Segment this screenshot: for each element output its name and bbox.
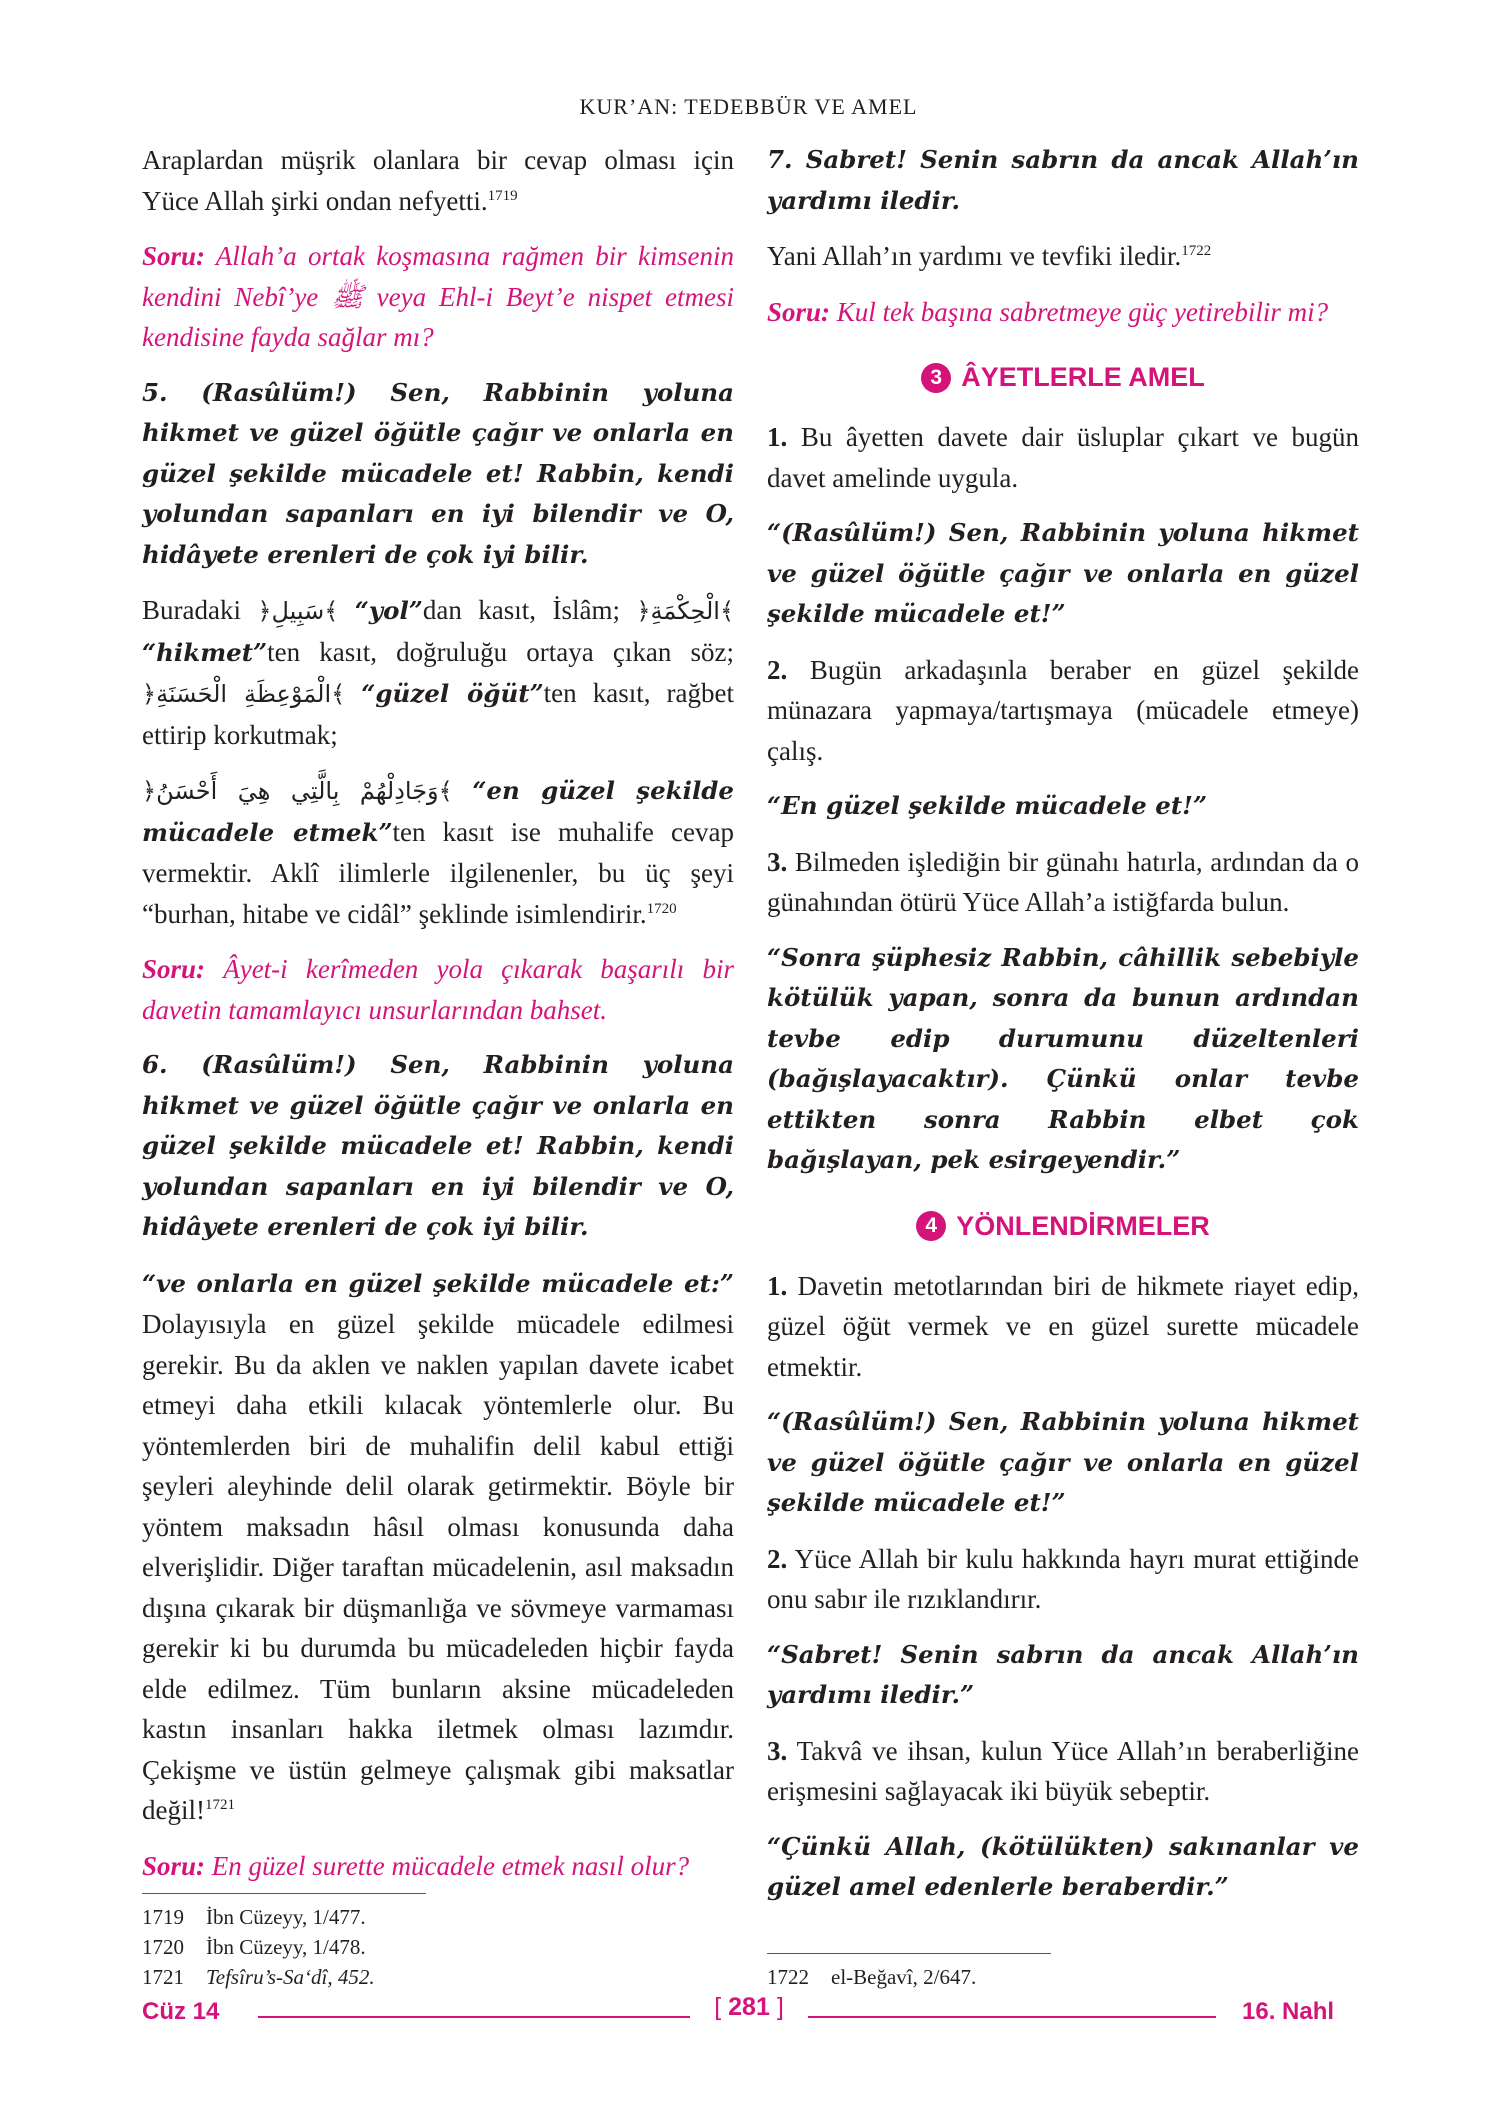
paragraph: “ve onlarla en güzel şekilde mücadele et:” Dolayısıyla en güzel şekilde mücadele edilmesi gerekir. Bu da aklen ve naklen yapılan davete icabet etmeyi daha etkili kılacak yöntemlerle olur. Bu yöntemlerden biri de muhalifin delil kabul ettiği şeyleri aleyhinde delil olarak getirmektir. Böyle bir yöntem maksadın hâsıl olması konusunda daha elverişlidir. Diğer taraftan mücadelenin, asıl maksadın dışına çıkarak bir düşmanlığa ve sövmeye varmaması gerekir ki bu durumda bu mücadeleden hiçbir fayda elde edilmez. Tüm bunların aksine mücadeleden kastın insanları hakka iletmek olması lazımdır. Çekişme ve üstün gelmeye çalışmak gibi maksatlar değil!$^{1721}$ xyxy=(142,1268,734,1825)
quoted-term: “ve onlarla en güzel şekilde mücadele et:” xyxy=(142,1268,734,1298)
right-column xyxy=(767,140,1359,1923)
footnote-ref[interactable]: 1719 xyxy=(487,187,518,204)
quoted-term: “güzel öğüt” xyxy=(361,679,544,708)
arabic-term: ﴿الْمَوْعِظَةِ الْحَسَنَةِ﴾ xyxy=(142,680,346,708)
verse-translation: 6. (Rasûlüm!) Sen, Rabbinin yoluna hikmet ve güzel öğütle çağır ve onlarla en güzel şekilde mücadele et! Rabbin, kendi yolundan sapanları en iyi bilendir ve O, hidâyete erenleri de çok iyi bilir. xyxy=(142,1050,734,1241)
paragraph: Araplardan müşrik olanlara bir cevap olması için Yüce Allah şirki ondan nefyetti.$^{1719}$ xyxy=(142,145,734,216)
footnote-ref[interactable]: 1722 xyxy=(1181,243,1212,259)
question-text: Allah’a ortak koşmasına rağmen bir kimsenin kendini Nebî’ye ﷺ veya Ehl-i Beyt’e nispet etmesi kendisine fayda sağlar mı? xyxy=(142,241,734,352)
question-label: Soru: xyxy=(142,241,206,271)
paragraph: Buradaki ﴿سَبِيلِ﴾ “yol”dan kasıt, İslâm; ﴿الْحِكْمَةِ﴾ “hikmet”ten kasıt, doğruluğu ortaya çıkan söz; ﴿الْمَوْعِظَةِ الْحَسَنَةِ﴾ “güzel öğüt”ten kasıt, rağbet ettirip korkutmak; xyxy=(142,595,735,750)
quoted-term: “hikmet” xyxy=(142,637,268,667)
footnote-divider xyxy=(767,1953,1051,1954)
footer-rule-left xyxy=(258,2016,690,2018)
footnote-ref[interactable]: 1720 xyxy=(646,900,677,917)
footnote-divider xyxy=(142,1893,426,1894)
footnote: 1719 İbn Cüzeyy, 1/477. xyxy=(142,1905,366,1929)
section-heading-yonlendirmeler xyxy=(767,1211,1359,1242)
question-text: Âyet-i kerîmeden yola çıkarak başarılı bir davetin tamamlayıcı unsurlarından bahset. xyxy=(142,954,735,1025)
question xyxy=(142,949,734,1030)
numbered-item: 1. Davetin metotlarından biri de hikmete riayet edip, güzel öğüt vermek ve en güzel surette mücadele etmektir. xyxy=(767,1270,1359,1382)
question xyxy=(142,1846,734,1887)
question-label: Soru: xyxy=(142,1850,206,1881)
footer-juz: Cüz 14 xyxy=(142,1998,220,2025)
arabic-term: ﴿الْحِكْمَةِ﴾ xyxy=(636,597,735,625)
verse-quote: “Sonra şüphesiz Rabbin, câhillik sebebiyle kötülük yapan, sonra da bunun ardından tevbe edip durumunu düzeltenleri (bağışlayacaktır). Çünkü onlar tevbe ettikten sonra Rabbin elbet çok bağışlayan, pek esirgeyendir.” xyxy=(767,942,1359,1174)
verse-quote: “(Rasûlüm!) Sen, Rabbinin yoluna hikmet ve güzel öğütle çağır ve onlarla en güzel şekilde mücadele et!” xyxy=(767,1407,1359,1517)
quoted-term: “yol” xyxy=(354,596,423,625)
question-text: Kul tek başına sabretmeye güç yetirebilir mi? xyxy=(836,296,1329,327)
left-column xyxy=(142,140,734,1901)
question-label: Soru: xyxy=(767,296,831,327)
question-label: Soru: xyxy=(142,954,206,984)
question-text: En güzel surette mücadele etmek nasıl olur? xyxy=(211,1850,690,1881)
question xyxy=(142,236,734,358)
verse-quote: “(Rasûlüm!) Sen, Rabbinin yoluna hikmet ve güzel öğütle çağır ve onlarla en güzel şekilde mücadele et!” xyxy=(767,518,1359,628)
running-head: KUR’AN: TEDEBBÜR VE AMEL xyxy=(579,94,918,119)
footnote-ref[interactable]: 1721 xyxy=(204,1797,235,1813)
verse-quote: “En güzel şekilde mücadele et!” xyxy=(767,791,1208,820)
verse-translation: 7. Sabret! Senin sabrın da ancak Allah’ın yardımı iledir. xyxy=(767,145,1359,215)
paragraph: Yani Allah’ın yardımı ve tevfiki iledir.$^{1722}$ xyxy=(767,241,1212,271)
quoted-term: “en güzel şekilde mücadele etmek” xyxy=(142,776,734,847)
footnote: 1720 İbn Cüzeyy, 1/478. xyxy=(142,1935,366,1959)
verse-quote: “Çünkü Allah, (kötülükten) sakınanlar ve güzel amel edenlerle beraberdir.” xyxy=(767,1831,1359,1901)
footnote: 1721 Tefsîru’s-Sa‘dî, 452. xyxy=(142,1965,375,1989)
numbered-item: 2. Yüce Allah bir kulu hakkında hayrı murat ettiğinde onu sabır ile rızıklandırır. xyxy=(767,1543,1359,1614)
section-number-badge: 3 xyxy=(921,363,951,393)
numbered-item: 1. Bu âyetten davete dair üsluplar çıkart ve bugün davet amelinde uygula. xyxy=(767,422,1360,493)
question xyxy=(767,292,1359,333)
section-heading-ayetlerle-amel xyxy=(767,362,1359,393)
section-number-badge: 4 xyxy=(916,1211,946,1241)
numbered-item: 3. Bilmeden işlediğin bir günahı hatırla, ardından da o günahından ötürü Yüce Allah’a istiğfarda bulun. xyxy=(767,846,1359,917)
paragraph: ﴿وَجَادِلْهُمْ بِالَّتِي هِيَ أَحْسَنُ﴾ “en güzel şekilde mücadele etmek”ten kasıt ise muhalife cevap vermektir. Aklî ilimlerle ilgilenenler, bu üç şeyi “burhan, hitabe ve cidâl” şeklinde isimlendirir.$^{1720}$ xyxy=(142,776,734,929)
numbered-item: 2. Bugün arkadaşınla beraber en güzel şekilde münazara yapmaya/tartışmaya (mücadele etmeye) çalış. xyxy=(767,654,1360,766)
section-title: YÖNLENDİRMELER xyxy=(956,1210,1210,1241)
verse-translation: 5. (Rasûlüm!) Sen, Rabbinin yoluna hikmet ve güzel öğütle çağır ve onlarla en güzel şekilde mücadele et! Rabbin, kendi yolundan sapanları en iyi bilendir ve O, hidâyete erenleri de çok iyi bilir. xyxy=(142,377,734,569)
page-number: [ 281 ] xyxy=(714,1993,784,2021)
arabic-term: ﴿سَبِيلِ﴾ xyxy=(257,597,339,625)
verse-quote: “Sabret! Senin sabrın da ancak Allah’ın yardımı iledir.” xyxy=(767,1639,1359,1709)
footnote: 1722 el-Beğavî, 2/647. xyxy=(767,1965,977,1989)
numbered-item: 3. Takvâ ve ihsan, kulun Yüce Allah’ın beraberliğine erişmesini sağlayacak iki büyük sebeptir. xyxy=(767,1735,1360,1806)
section-title: ÂYETLERLE AMEL xyxy=(961,362,1205,392)
footer-surah: 16. Nahl xyxy=(1242,1998,1335,2025)
arabic-term: ﴿وَجَادِلْهُمْ بِالَّتِي هِيَ أَحْسَنُ﴾ xyxy=(142,777,453,805)
footer-rule-right xyxy=(808,2016,1216,2018)
